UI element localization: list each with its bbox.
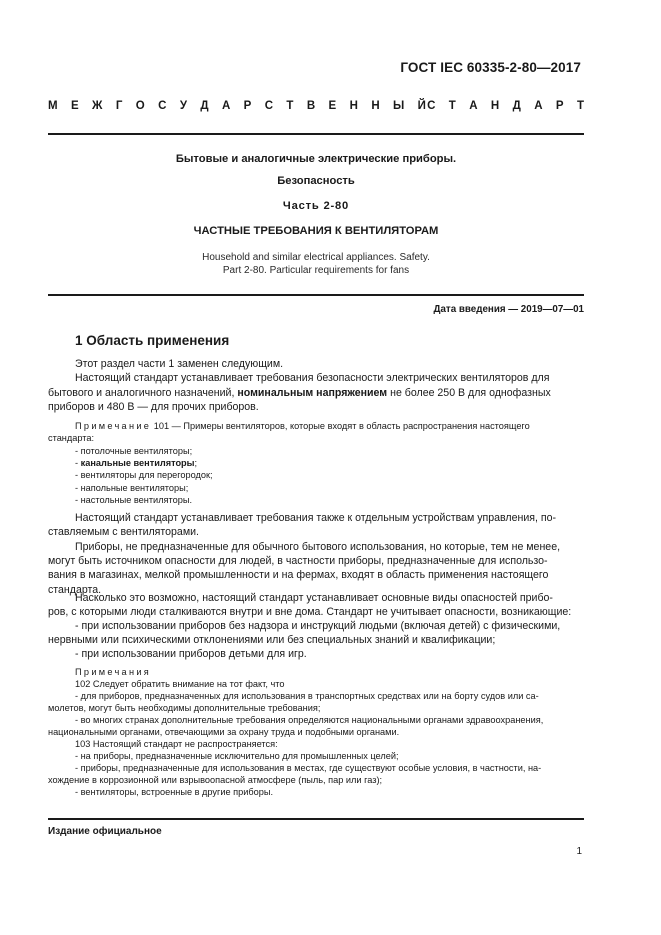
paragraph: Приборы, не предназначенные для обычного бытового использования, но которые, тем не менее, xyxy=(75,541,561,553)
banner-letter: С xyxy=(158,100,167,112)
defined-term: канальные вентиляторы xyxy=(80,458,195,469)
note-102 xyxy=(75,678,584,702)
note-line: - во многих странах дополнительные требования определяются национальными органами здравоохранения, xyxy=(75,715,544,725)
notes-label xyxy=(75,666,584,678)
header-divider xyxy=(48,133,584,135)
note-line: молетов, могут быть необходимы дополнительные требования; xyxy=(48,703,321,713)
note-101-line xyxy=(75,420,584,432)
section-heading: 1 Область применения xyxy=(75,333,230,348)
banner-letter: А xyxy=(221,100,231,112)
note-label: Примечание xyxy=(75,421,152,431)
paragraph-line: ставляемым с вентиляторами. xyxy=(48,526,199,538)
paragraph: Настоящий стандарт устанавливает требования безопасности электрических вентиляторов для xyxy=(75,372,550,385)
note-line: - на приборы, предназначенные исключительно для промышленных целей; xyxy=(75,751,399,762)
note-line: - для приборов, предназначенных для использования в транспортных средствах или на борту судов или са- xyxy=(75,691,539,702)
banner-letter: Т xyxy=(576,100,584,112)
title-line-2: Безопасность xyxy=(277,175,355,187)
list-item: - настольные вентиляторы. xyxy=(75,494,193,505)
list-item: - потолочные вентиляторы; xyxy=(75,446,193,456)
banner-letter: Й xyxy=(417,100,426,112)
banner-letter: Д xyxy=(200,100,209,112)
banner-letter: В xyxy=(306,100,316,112)
defined-term: номинальным напряжением xyxy=(237,387,388,399)
banner-letter: А xyxy=(469,100,478,112)
note-103-item xyxy=(75,786,584,798)
scope-paragraphs xyxy=(75,357,584,386)
banner-letter: С xyxy=(264,100,274,112)
banner-letter: Р xyxy=(243,100,252,112)
banner-letter: С xyxy=(427,100,436,112)
list-item-continued: нервными или психическими отклонениями или без специальных знаний и квалификации; xyxy=(48,634,496,646)
document-code: ГОСТ IEC 60335-2-80—2017 xyxy=(400,60,581,75)
page-number: 1 xyxy=(576,846,582,857)
note-103-continued xyxy=(48,774,584,786)
banner-letter: Е xyxy=(328,100,337,112)
banner-letter: Г xyxy=(115,100,123,112)
paragraph-line: приборов и 480 В — для прочих приборов. xyxy=(48,401,259,414)
paragraph-line: ров, с которыми люди сталкиваются внутри и вне дома. Стандарт не учитывает опасности, возникающие: xyxy=(48,606,572,618)
banner-letter: Н xyxy=(490,100,500,112)
banner-letter: М xyxy=(48,100,58,112)
banner-letter: Ж xyxy=(92,100,103,112)
note-102-item-continued xyxy=(48,726,584,738)
banner-word-standard xyxy=(427,100,584,112)
note-line: 103 Настоящий стандарт не распространяется: xyxy=(75,739,278,749)
banner-letter: Ы xyxy=(393,100,405,112)
note-102-item xyxy=(75,714,584,726)
title-main: ЧАСТНЫЕ ТРЕБОВАНИЯ К ВЕНТИЛЯТОРАМ xyxy=(193,225,439,237)
english-title-line-2: Part 2-80. Particular requirements for fans xyxy=(222,264,410,276)
paragraph: Этот раздел части 1 заменен следующим. xyxy=(75,358,284,370)
text-span: не более 250 В для однофазных xyxy=(387,387,551,399)
paragraph-line xyxy=(48,386,584,400)
note-line: - приборы, предназначенные для использования в местах, где существуют особые условия, в частности, на- xyxy=(75,763,542,774)
fan-type-list xyxy=(75,445,584,506)
paragraph-line: могут быть источником опасности для людей, в частности приборы, предназначенные для использо- xyxy=(48,555,548,567)
banner-letter: Е xyxy=(70,100,79,112)
text-span: бытового и аналогичного назначений, xyxy=(48,387,238,399)
note-101-continuation xyxy=(48,432,584,444)
banner-letter: У xyxy=(179,100,187,112)
note-101 xyxy=(75,420,584,432)
list-item: - канальные вентиляторы; xyxy=(75,458,198,469)
footer-divider xyxy=(48,818,584,820)
paragraph: Настоящий стандарт устанавливает требования также к отдельным устройствам управления, по- xyxy=(75,512,557,524)
introduction-date: Дата введения — 2019—07—01 xyxy=(433,304,584,315)
note-103 xyxy=(75,738,584,775)
title-part: Часть 2-80 xyxy=(282,200,350,212)
title-divider xyxy=(48,294,584,296)
banner-letter: Т xyxy=(448,100,456,112)
banner-letter: О xyxy=(135,100,145,112)
list-item: - при использовании приборов детьми для игр. xyxy=(75,648,307,660)
banner-letter: Т xyxy=(286,100,294,112)
english-title xyxy=(48,252,584,277)
paragraph-line: вания в магазинах, мелкой промышленности и на фермах, входят в область применения настоящего xyxy=(48,569,549,582)
banner-letter: Н xyxy=(371,100,380,112)
interstate-standard-banner xyxy=(48,100,584,112)
note-line: - вентиляторы, встроенные в другие приборы. xyxy=(75,787,273,797)
paragraph: Насколько это возможно, настоящий стандарт устанавливает основные виды опасностей прибо- xyxy=(75,592,553,604)
paragraph-continued xyxy=(48,386,584,415)
banner-letter: Д xyxy=(512,100,521,112)
note-102-continued xyxy=(48,702,584,714)
list-item: - при использовании приборов без надзора и инструкций людьми (включая детей) с физическими, xyxy=(75,620,561,632)
banner-letter: Н xyxy=(349,100,358,112)
english-title-line-1: Household and similar electrical appliances. Safety. xyxy=(202,252,430,263)
banner-letter: А xyxy=(534,100,543,112)
note-line: национальными органами, отвечающими за охрану труда и подобными органами. xyxy=(48,727,400,737)
banner-letter: Р xyxy=(555,100,564,112)
note-line: хождение в коррозионной или взрывоопасной атмосфере (пыль, пар или газ); xyxy=(48,775,383,785)
notes-label-text: Примечания xyxy=(75,667,152,677)
title-line-1: Бытовые и аналогичные электрические приборы. xyxy=(175,153,457,165)
official-edition-label: Издание официальное xyxy=(48,826,162,837)
list-item: - напольные вентиляторы; xyxy=(75,482,189,493)
paragraph-line: стандарта. xyxy=(48,583,102,596)
note-line: 102 Следует обратить внимание на тот факт, что xyxy=(75,679,285,689)
note-text: стандарта: xyxy=(48,433,95,443)
list-item: - вентиляторы для перегородок; xyxy=(75,470,213,481)
banner-word-interstate xyxy=(48,100,426,112)
note-text: 101 — Примеры вентиляторов, которые входят в область распространения настоящего xyxy=(151,421,530,431)
